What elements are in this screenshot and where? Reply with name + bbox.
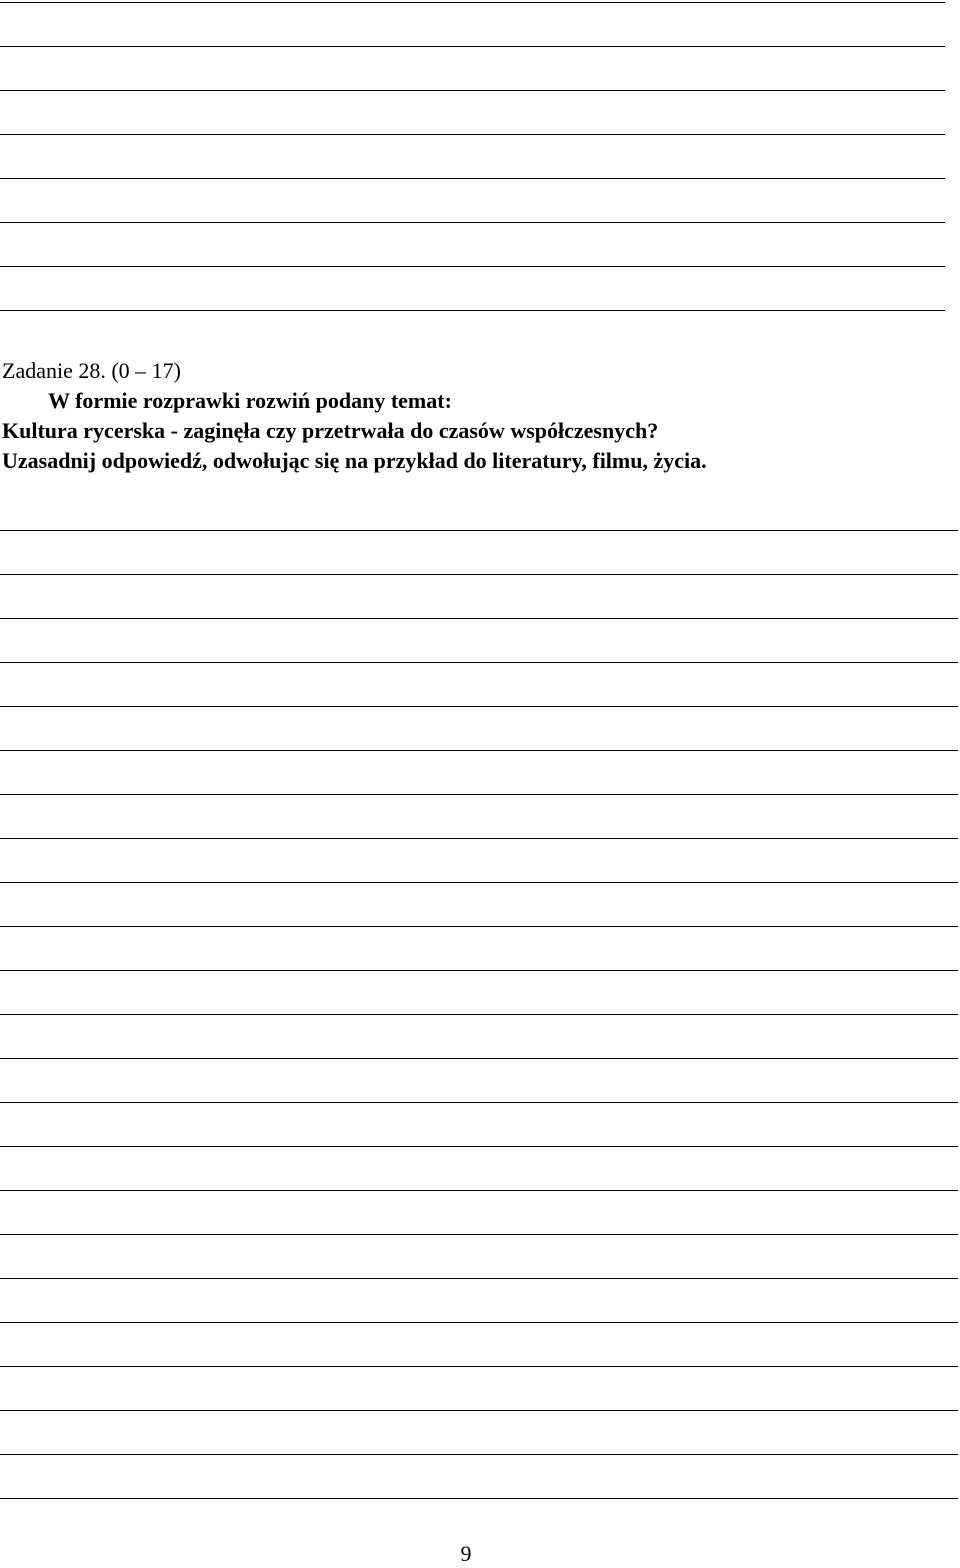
answer-line	[0, 1366, 958, 1367]
answer-line	[0, 1454, 958, 1455]
answer-line	[0, 2, 945, 3]
answer-line	[0, 134, 945, 135]
answer-line	[0, 90, 945, 91]
answer-line	[0, 750, 958, 751]
answer-line	[0, 222, 945, 223]
answer-line	[0, 1410, 958, 1411]
answer-line	[0, 574, 958, 575]
answer-line	[0, 1190, 958, 1191]
answer-line	[0, 838, 958, 839]
answer-line	[0, 1278, 958, 1279]
answer-line	[0, 1146, 958, 1147]
task-instruction: W formie rozprawki rozwiń podany temat:	[48, 388, 452, 413]
task-justification: Uzasadnij odpowiedź, odwołując się na przykład do literatury, filmu, życia.	[2, 448, 707, 473]
answer-line	[0, 1058, 958, 1059]
answer-line	[0, 882, 958, 883]
answer-line	[0, 178, 945, 179]
answer-line	[0, 1102, 958, 1103]
answer-line	[0, 310, 945, 311]
task-topic: Kultura rycerska - zaginęła czy przetrwała do czasów współczesnych?	[2, 418, 659, 443]
answer-line	[0, 46, 945, 47]
answer-line	[0, 1014, 958, 1015]
answer-line	[0, 530, 958, 531]
answer-line	[0, 618, 958, 619]
answer-line	[0, 266, 945, 267]
answer-line	[0, 1498, 958, 1499]
answer-line	[0, 662, 958, 663]
answer-line	[0, 970, 958, 971]
answer-line	[0, 706, 958, 707]
answer-line	[0, 926, 958, 927]
answer-line	[0, 794, 958, 795]
page-number: 9	[460, 1541, 472, 1566]
task-header: Zadanie 28. (0 – 17)	[2, 358, 181, 383]
answer-line	[0, 1234, 958, 1235]
answer-line	[0, 1322, 958, 1323]
